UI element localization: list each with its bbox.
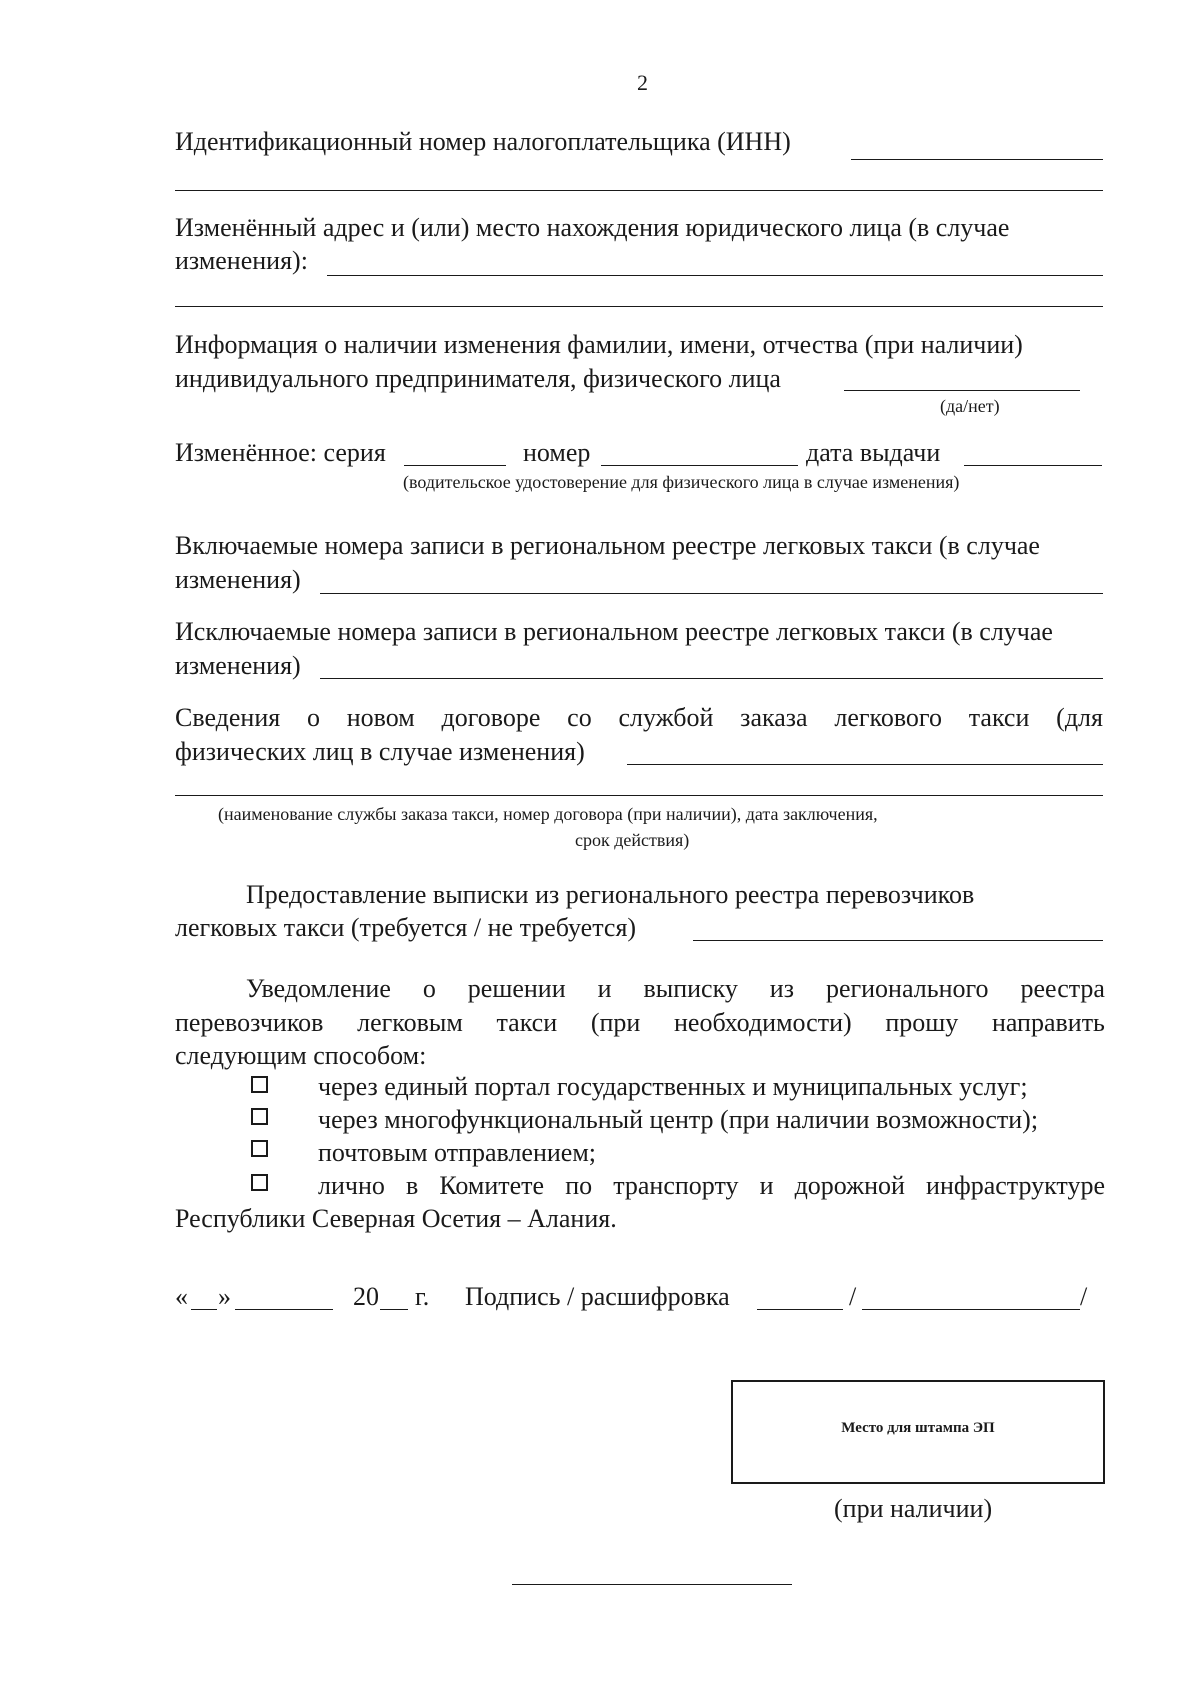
date-year-field[interactable] bbox=[380, 1309, 408, 1310]
option-checkbox-mail[interactable] bbox=[251, 1140, 268, 1157]
included-label-line1: Включаемые номера записи в региональном реестре легковых такси (в случае bbox=[175, 531, 1040, 560]
included-field[interactable] bbox=[320, 593, 1103, 594]
option-label-portal: через единый портал государственных и муниципальных услуг; bbox=[318, 1072, 1028, 1101]
option-word: инфраструктуре bbox=[926, 1171, 1105, 1200]
license-series-field[interactable] bbox=[404, 465, 506, 466]
stamp-label: Место для штампа ЭП bbox=[841, 1420, 995, 1436]
contract-word: новом bbox=[346, 703, 415, 732]
name-change-hint: (да/нет) bbox=[940, 396, 1000, 416]
signature-field[interactable] bbox=[757, 1309, 843, 1310]
contract-word: заказа bbox=[740, 703, 808, 732]
license-date-label: дата выдачи bbox=[806, 438, 941, 467]
option-word: лично bbox=[318, 1171, 385, 1200]
signature-slash-2: / bbox=[1080, 1282, 1088, 1311]
option-checkbox-portal[interactable] bbox=[251, 1076, 268, 1093]
stamp-note: (при наличии) bbox=[834, 1494, 993, 1523]
included-label-line2: изменения) bbox=[175, 565, 301, 594]
notification-word: выписку bbox=[643, 974, 738, 1003]
license-number-label: номер bbox=[523, 438, 591, 467]
contract-field-continuation[interactable] bbox=[175, 795, 1103, 796]
date-day-field[interactable] bbox=[191, 1309, 217, 1310]
notification-word: реестра bbox=[1020, 974, 1105, 1003]
option-word: и bbox=[759, 1171, 774, 1200]
stamp-box bbox=[731, 1380, 1105, 1484]
date-quote-open: « bbox=[175, 1282, 188, 1311]
option-word: по bbox=[565, 1171, 593, 1200]
option-word: транспорту bbox=[613, 1171, 739, 1200]
license-number-field[interactable] bbox=[601, 465, 798, 466]
notification-line3: следующим способом: bbox=[175, 1041, 427, 1070]
notification-word: прошу bbox=[885, 1008, 959, 1037]
date-year-prefix: 20 bbox=[353, 1282, 379, 1311]
contract-word: службой bbox=[618, 703, 714, 732]
name-change-label-line1: Информация о наличии изменения фамилии, имени, отчества (при наличии) bbox=[175, 330, 1023, 359]
notification-word: Уведомление bbox=[246, 974, 391, 1003]
option-label-mfc: через многофункциональный центр (при наличии возможности); bbox=[318, 1105, 1039, 1134]
extract-label-line2: легковых такси (требуется / не требуется) bbox=[175, 913, 637, 942]
option-checkbox-in-person[interactable] bbox=[251, 1174, 268, 1191]
notification-word: (при bbox=[590, 1008, 641, 1037]
name-change-label-line2: индивидуального предпринимателя, физического лица bbox=[175, 364, 781, 393]
excluded-label-line2: изменения) bbox=[175, 651, 301, 680]
notification-word: перевозчиков bbox=[175, 1008, 324, 1037]
notification-word: из bbox=[769, 974, 794, 1003]
date-quote-close: » bbox=[218, 1282, 231, 1311]
address-label-line1: Изменённый адрес и (или) место нахождения юридического лица (в случае bbox=[175, 213, 1010, 242]
closing-divider bbox=[512, 1584, 792, 1585]
signature-slash-1: / bbox=[849, 1282, 857, 1311]
contract-field[interactable] bbox=[627, 764, 1103, 765]
license-hint: (водительское удостоверение для физического лица в случае изменения) bbox=[403, 472, 960, 492]
license-series-label: Изменённое: серия bbox=[175, 438, 386, 467]
license-date-field[interactable] bbox=[964, 465, 1102, 466]
contract-word: такси bbox=[968, 703, 1030, 732]
notification-word: направить bbox=[991, 1008, 1105, 1037]
contract-hint-line2: срок действия) bbox=[575, 830, 690, 850]
contract-label-line1 bbox=[175, 705, 1103, 731]
notification-word: решении bbox=[467, 974, 566, 1003]
option-word: Комитете bbox=[439, 1171, 545, 1200]
excluded-label-line1: Исключаемые номера записи в региональном реестре легковых такси (в случае bbox=[175, 617, 1053, 646]
inn-field-continuation[interactable] bbox=[175, 190, 1103, 191]
option-label-in-person-line2: Республики Северная Осетия – Алания. bbox=[175, 1204, 617, 1233]
option-word: дорожной bbox=[794, 1171, 905, 1200]
notification-word: о bbox=[422, 974, 436, 1003]
notification-word: такси bbox=[496, 1008, 558, 1037]
option-label-mail: почтовым отправлением; bbox=[318, 1138, 597, 1167]
address-field-continuation[interactable] bbox=[175, 306, 1103, 307]
notification-word: необходимости) bbox=[673, 1008, 852, 1037]
option-word: в bbox=[405, 1171, 419, 1200]
signature-label: Подпись / расшифровка bbox=[465, 1282, 730, 1311]
inn-label: Идентификационный номер налогоплательщика (ИНН) bbox=[175, 127, 791, 156]
excluded-field[interactable] bbox=[320, 678, 1103, 679]
contract-hint-line1: (наименование службы заказа такси, номер договора (при наличии), дата заключения, bbox=[218, 804, 878, 824]
contract-label-line2: физических лиц в случае изменения) bbox=[175, 737, 585, 766]
contract-word: Сведения bbox=[175, 703, 281, 732]
contract-word: со bbox=[567, 703, 592, 732]
address-label-line2: изменения): bbox=[175, 246, 308, 275]
address-field[interactable] bbox=[327, 275, 1103, 276]
page-number: 2 bbox=[637, 70, 648, 95]
notification-word: и bbox=[597, 974, 612, 1003]
notification-line2 bbox=[175, 1010, 1105, 1036]
date-year-suffix: г. bbox=[415, 1282, 430, 1311]
contract-word: договоре bbox=[441, 703, 541, 732]
option-checkbox-mfc[interactable] bbox=[251, 1108, 268, 1125]
contract-word: (для bbox=[1056, 703, 1103, 732]
contract-word: легкового bbox=[834, 703, 942, 732]
notification-word: легковым bbox=[357, 1008, 463, 1037]
extract-label-line1: Предоставление выписки из регионального реестра перевозчиков bbox=[246, 880, 975, 909]
name-change-field[interactable] bbox=[844, 390, 1080, 391]
date-month-field[interactable] bbox=[235, 1309, 333, 1310]
option-label-in-person bbox=[318, 1173, 1105, 1199]
signature-name-field[interactable] bbox=[862, 1309, 1080, 1310]
contract-word: о bbox=[306, 703, 320, 732]
notification-line1 bbox=[246, 976, 1105, 1002]
notification-word: регионального bbox=[825, 974, 989, 1003]
inn-field[interactable] bbox=[851, 159, 1103, 160]
extract-field[interactable] bbox=[693, 940, 1103, 941]
